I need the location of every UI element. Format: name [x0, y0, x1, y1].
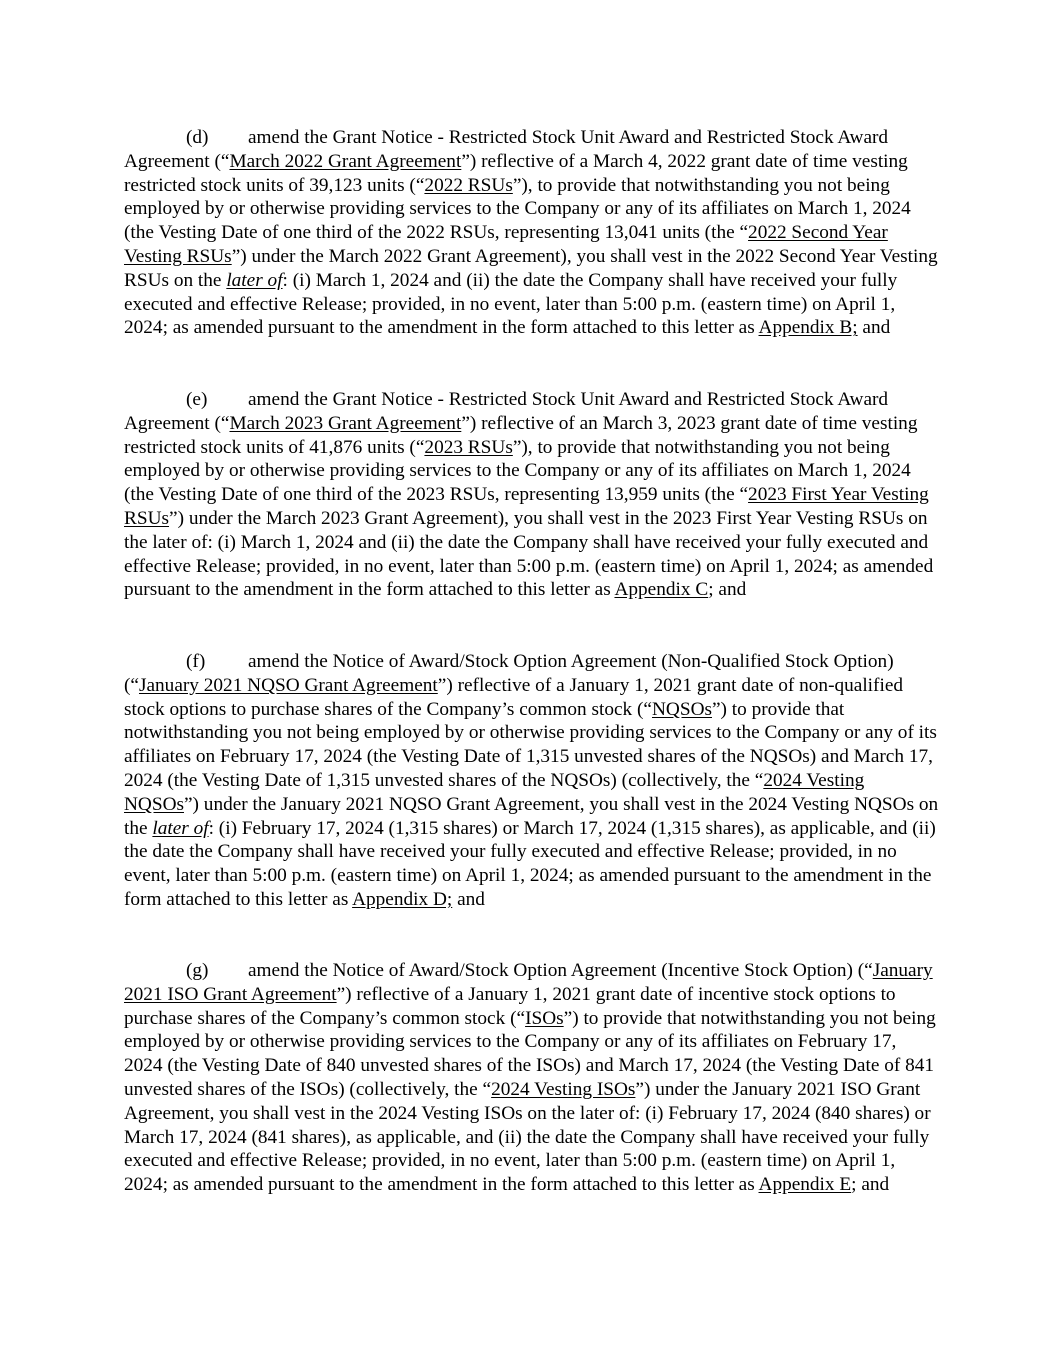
defined-term-2023-rsus: 2023 RSUs	[424, 436, 513, 458]
defined-term-2022-rsus: 2022 RSUs	[424, 174, 513, 196]
defined-term-january-2021-nqso-grant-agreement: January 2021 NQSO Grant Agreement	[138, 674, 438, 696]
paragraph-text: ”) reflective of a March 4, 2022 grant date of time vesting restricted stock units of 39,123 units (“	[124, 150, 908, 196]
paragraph-label: (f)	[186, 651, 206, 672]
appendix-e-reference: Appendix E	[758, 1174, 852, 1196]
paragraph-text: ”) reflective of a January 1, 2021 grant date of incentive stock options to purchase shares of the Company’s common stock (“	[124, 983, 896, 1029]
defined-term-2024-vesting-isos: 2024 Vesting ISOs	[491, 1078, 636, 1100]
paragraph-label: (g)	[186, 960, 209, 981]
paragraph-text: amend the Grant Notice - Restricted Stock Unit Award and Restricted Stock Award Agreement (“	[124, 389, 889, 434]
paragraph-text: : (i) March 1, 2024 and (ii) the date the Company shall have received your fully executed and effective Release; provided, in no event, later than 5:00 p.m. (eastern time) on April 1, 2024; as amended pursuant to the amendment in the form attached to this letter as	[124, 269, 898, 339]
appendix-c-reference: Appendix C	[614, 579, 709, 601]
defined-term-nqsos: NQSOs	[652, 698, 712, 720]
paragraph-text: ; and	[851, 1174, 890, 1196]
paragraph-text: : (i) February 17, 2024 (1,315 shares) or March 17, 2024 (1,315 shares), as applicable, and (ii) the date the Company shall have received your fully executed and effective Release; provided, in no event, later than 5:00 p.m. (eastern time) on April 1, 2024; as amended pursuant to the amendment in the form attached to this letter as	[124, 817, 936, 910]
paragraph-text: ”) under the January 2021 NQSO Grant Agreement, you shall vest in the 2024 Vesting NQSOs on the	[124, 793, 939, 839]
emphasis-later-of: later of	[226, 269, 283, 291]
paragraph-label: (e)	[186, 389, 208, 410]
paragraph-e	[124, 388, 939, 602]
defined-term-2022-second-year-vesting-rsus: 2022 Second Year Vesting RSUs	[124, 222, 888, 267]
paragraph-text: ”), to provide that notwithstanding you not being employed by or otherwise providing services to the Company or any of its affiliates on March 1, 2024 (the Vesting Date of one third of the 2022 RSUs, representing 13,041 units (the “	[124, 174, 911, 244]
paragraph-f	[124, 650, 939, 912]
paragraph-text: ”), to provide that notwithstanding you not being employed by or otherwise providing services to the Company or any of its affiliates on March 1, 2024 (the Vesting Date of one third of the 2023 RSUs, representing 13,959 units (the “	[124, 436, 911, 506]
paragraph-label: (d)	[186, 127, 209, 148]
paragraph-text: ”) under the January 2021 ISO Grant Agreement, you shall vest in the 2024 Vesting ISOs on the later of: (i) February 17, 2024 (840 shares) or March 17, 2024 (841 shares), as applicable, and (ii) the date the Company shall have received your fully executed and effective Release; provided, in no event, later than 5:00 p.m. (eastern time) on April 1, 2024; as amended pursuant to the amendment in the form attached to this letter as	[124, 1078, 931, 1196]
defined-term-2023-first-year-vesting-rsus: 2023 First Year Vesting RSUs	[124, 484, 929, 529]
defined-term-2024-vesting-nqsos: 2024 Vesting NQSOs	[124, 769, 865, 815]
defined-term-isos: ISOs	[525, 1007, 564, 1029]
appendix-d-reference: Appendix D;	[352, 888, 453, 910]
paragraph-text: ”) reflective of a January 1, 2021 grant date of non-qualified stock options to purchase shares of the Company’s common stock (“	[124, 674, 904, 720]
appendix-b-reference: Appendix B;	[758, 317, 858, 339]
paragraph-text: and	[857, 317, 891, 339]
paragraph-text: ”) to provide that notwithstanding you not being employed by or otherwise providing services to the Company or any of its affiliates on February 17, 2024 (the Vesting Date of 1,315 unvested shares of the NQSOs) and March 17, 2024 (the Vesting Date of 1,315 unvested shares of the NQSOs) (collectively, the “	[124, 698, 937, 791]
defined-term-january-2021-iso-grant-agreement: January 2021 ISO Grant Agreement	[124, 960, 933, 1005]
paragraph-text: ; and	[708, 579, 747, 601]
paragraph-text: amend the Notice of Award/Stock Option Agreement (Non-Qualified Stock Option) (“	[124, 651, 894, 696]
paragraph-text: amend the Grant Notice - Restricted Stock Unit Award and Restricted Stock Award Agreement (“	[124, 127, 889, 172]
defined-term-march-2023-grant-agreement: March 2023 Grant Agreement	[229, 412, 462, 434]
defined-term-march-2022-grant-agreement: March 2022 Grant Agreement	[229, 150, 462, 172]
paragraph-g	[124, 959, 939, 1197]
paragraph-d	[124, 126, 939, 340]
emphasis-later-of: later of	[152, 817, 209, 839]
paragraph-text: amend the Notice of Award/Stock Option Agreement (Incentive Stock Option) (“	[248, 960, 873, 981]
paragraph-text: ”) under the March 2023 Grant Agreement), you shall vest in the 2023 First Year Vesting RSUs on the later of: (i) March 1, 2024 and (ii) the date the Company shall have received your fully executed and effective Release; provided, in no event, later than 5:00 p.m. (eastern time) on April 1, 2024; as amended pursuant to the amendment in the form attached to this letter as	[124, 507, 934, 601]
paragraph-text: ”) to provide that notwithstanding you not being employed by or otherwise providing services to the Company or any of its affiliates on February 17, 2024 (the Vesting Date of 840 unvested shares of the ISOs) and March 17, 2024 (the Vesting Date of 841 unvested shares of the ISOs) (collectively, the “	[124, 1007, 936, 1100]
paragraph-text: ”) reflective of an March 3, 2023 grant date of time vesting restricted stock units of 41,876 units (“	[124, 412, 918, 458]
paragraph-text: ”) under the March 2022 Grant Agreement), you shall vest in the 2022 Second Year Vesting RSUs on the	[124, 245, 938, 291]
paragraph-text: and	[452, 888, 485, 910]
